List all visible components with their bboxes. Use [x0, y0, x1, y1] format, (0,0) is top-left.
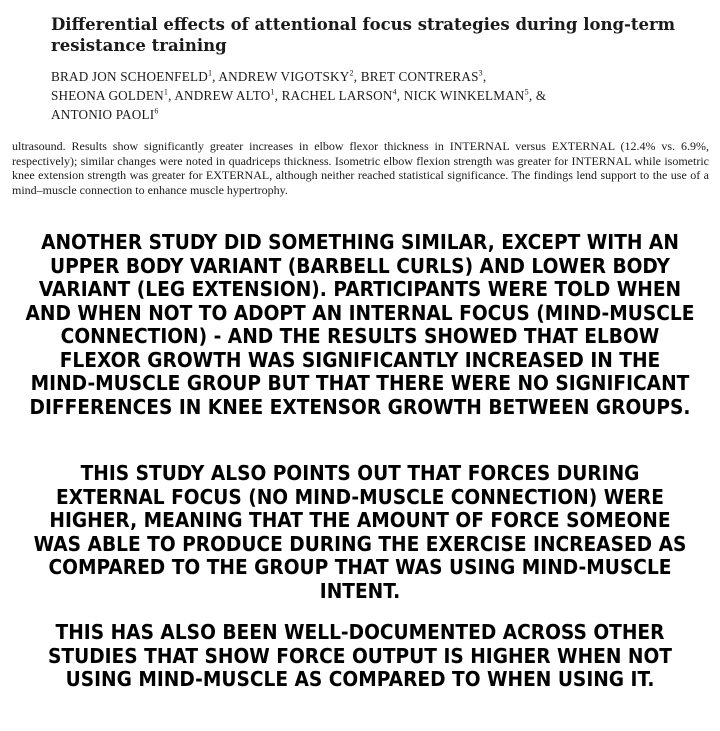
author: ANTONIO PAOLI$^6$	[51, 106, 159, 122]
author: ANDREW ALTO$^1$,	[174, 87, 282, 103]
author: RACHEL LARSON$^4$,	[281, 87, 404, 103]
author: BRAD JON SCHOENFELD$^1$,	[51, 68, 219, 84]
commentary-paragraph-2: THIS STUDY ALSO POINTS OUT THAT FORCES DURING EXTERNAL FOCUS (NO MIND-MUSCLE CONNECTION) WERE HIGHER, MEANING THAT THE AMOUNT OF FORCE SOMEONE WAS ABLE TO PRODUCE DURING THE EXERCISE INCREASED AS COMPARED TO THE GROUP THAT WAS USING MIND-MUSCLE INTENT.	[33, 461, 687, 603]
author: BRET CONTRERAS$^3$,	[360, 68, 487, 84]
commentary-paragraph-1: ANOTHER STUDY DID SOMETHING SIMILAR, EXCEPT WITH AN UPPER BODY VARIANT (BARBELL CURLS) AND LOWER BODY VARIANT (LEG EXTENSION). PARTICIPANTS WERE TOLD WHEN AND WHEN NOT TO ADOPT AN INTERNAL FOCUS (MIND-MUSCLE CONNECTION) - AND THE RESULTS SHOWED THAT ELBOW FLEXOR GROWTH WAS SIGNIFICANTLY INCREASED IN THE MIND-MUSCLE GROUP BUT THAT THERE WERE NO SIGNIFICANT DIFFERENCES IN KNEE EXTENSOR GROWTH BETWEEN GROUPS.	[25, 230, 695, 419]
commentary-paragraph-3: THIS HAS ALSO BEEN WELL-DOCUMENTED ACROSS OTHER STUDIES THAT SHOW FORCE OUTPUT IS HIGHER WHEN NOT USING MIND-MUSCLE AS COMPARED TO WHEN USING IT.	[48, 620, 672, 691]
author: NICK WINKELMAN$^5$, &	[403, 87, 547, 103]
author-list	[51, 67, 681, 124]
author: ANDREW VIGOTSKY$^2$,	[218, 68, 361, 84]
author: SHEONA GOLDEN$^1$,	[51, 87, 175, 103]
abstract-excerpt: ultrasound. Results show significantly greater increases in elbow flexor thickness in INTERNAL versus EXTERNAL (12.4% vs. 6.9%, respectively); similar changes were noted in quadriceps thickness. Isometric elbow flexion strength was greater for INTERNAL while isometric knee extension strength was greater for EXTERNAL, although neither reached statistical significance. The findings lend support to the use of a mind–muscle connection to enhance muscle hypertrophy.	[12, 139, 709, 197]
paper-title: Differential effects of attentional focus strategies during long-term resistance training	[51, 15, 676, 55]
